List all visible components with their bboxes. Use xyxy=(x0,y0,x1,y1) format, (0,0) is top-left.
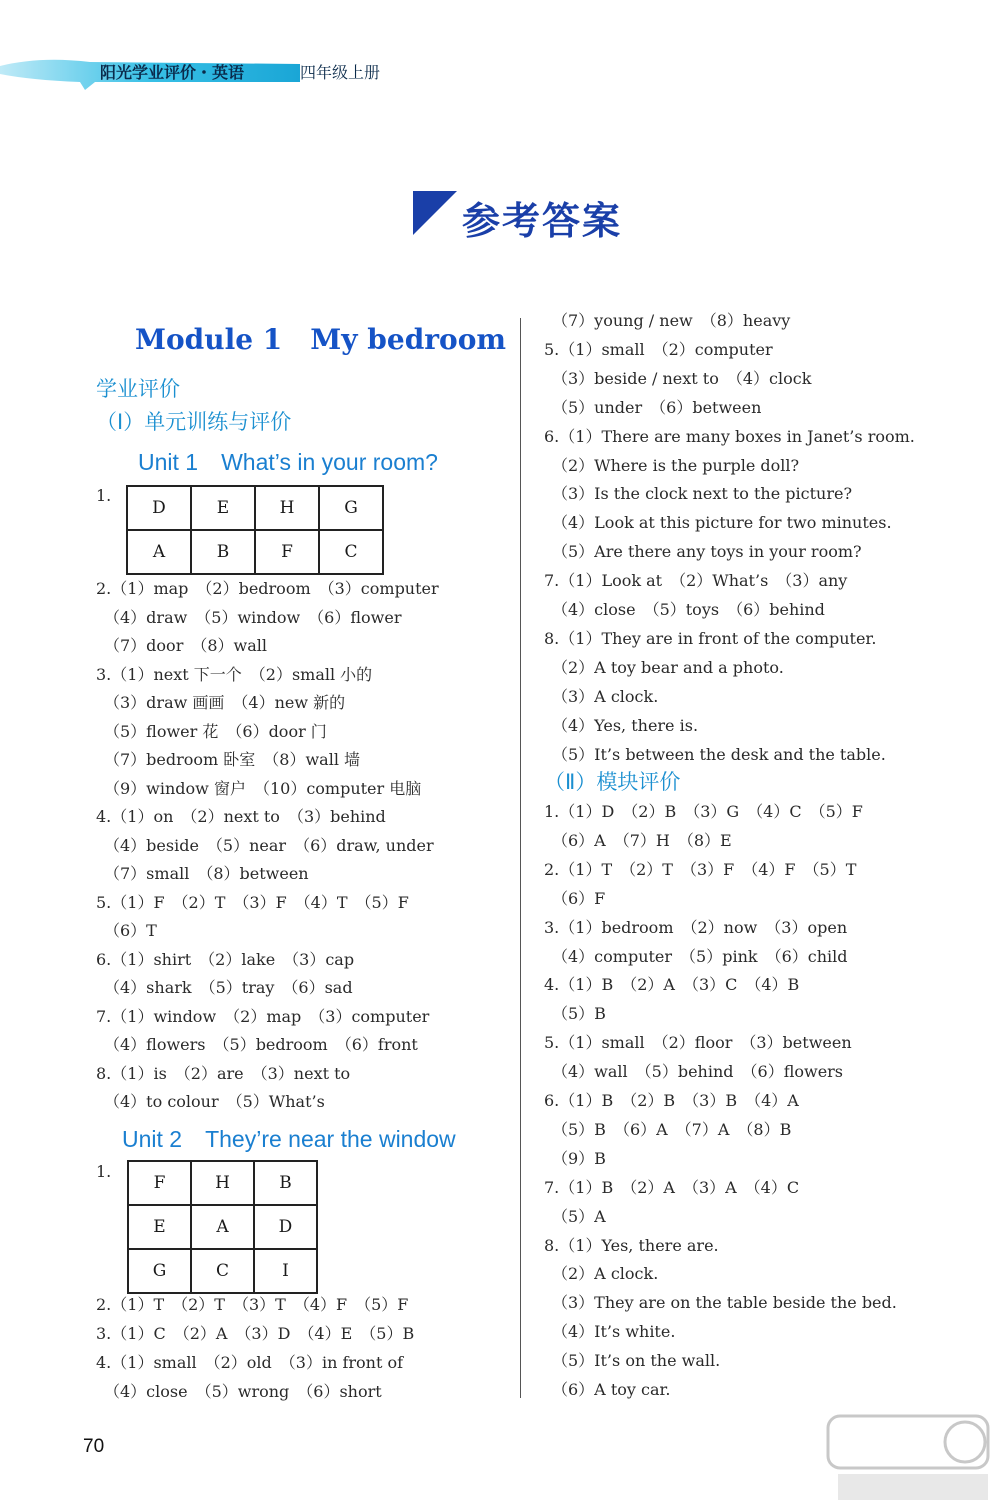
answer-line: （3）A clock. xyxy=(544,686,659,706)
page-title: 参考答案 xyxy=(462,199,623,243)
answer-line: （2）A toy bear and a photo. xyxy=(544,657,784,677)
answer-line: 2.（1）T （2）T （3）F （4）F （5）T xyxy=(544,859,857,879)
answer-line: 4.（1）B （2）A （3）C （4）B xyxy=(544,975,800,995)
answer-line: （4）to colour （5）What’s xyxy=(96,1092,325,1111)
answer-line: 6.（1）shirt （2）lake （3）cap xyxy=(96,949,355,969)
answer-line: （6）A （7）H （8）E xyxy=(544,830,732,850)
answer-line: （2）A clock. xyxy=(544,1264,659,1284)
grid-cell: C xyxy=(319,530,383,574)
grid-cell: D xyxy=(254,1205,317,1249)
unit2-title: Unit 2 They’re near the window xyxy=(122,1126,456,1152)
answer-line: （3）Is the clock next to the picture? xyxy=(544,484,853,504)
answer-line: 4.（1）small （2）old （3）in front of xyxy=(96,1353,404,1372)
answer-line: （4）computer （5）pink （6）child xyxy=(544,946,848,966)
answer-line: （5）under （6）between xyxy=(544,397,762,417)
answer-line: 8.（1）Yes, there are. xyxy=(544,1235,719,1255)
grid-cell: F xyxy=(128,1161,191,1205)
answer-line: （2）Where is the purple doll? xyxy=(544,455,800,475)
page-number: 70 xyxy=(83,1436,105,1457)
answer-line: 5.（1）small （2）computer xyxy=(544,339,773,359)
unit2-q1-label: 1. xyxy=(96,1162,112,1181)
answer-line: （7）door （8）wall xyxy=(96,636,267,655)
grid-cell: C xyxy=(191,1249,254,1293)
title-triangle-icon xyxy=(413,191,457,235)
answer-line: （9）B xyxy=(544,1148,606,1168)
answer-line: 3.（1）bedroom （2）now （3）open xyxy=(544,917,848,937)
answer-line: 7.（1）B （2）A （3）A （4）C xyxy=(544,1177,800,1197)
answer-line: 2.（1）T （2）T （3）T （4）F （5）F xyxy=(96,1295,409,1314)
answer-line: （4）draw （5）window （6）flower xyxy=(96,607,402,627)
answer-line: 8.（1）They are in front of the computer. xyxy=(544,628,877,648)
section-heading-module-eval: （Ⅱ）模块评价 xyxy=(544,770,681,794)
answer-line: （5）A xyxy=(544,1206,606,1226)
answer-line: 7.（1）Look at （2）What’s （3）any xyxy=(544,571,848,591)
answer-line: （7）young / new （8）heavy xyxy=(544,311,791,330)
section-heading-unit-training: （Ⅰ）单元训练与评价 xyxy=(96,410,292,434)
answer-line: （4）Look at this picture for two minutes. xyxy=(544,513,892,533)
grid-cell: A xyxy=(191,1205,254,1249)
answer-line: 3.（1）next 下一个 （2）small 小的 xyxy=(96,664,373,684)
answer-line: （5）B （6）A （7）A （8）B xyxy=(544,1119,792,1139)
answer-line: （5）It’s on the wall. xyxy=(544,1351,721,1371)
answer-line: （4）flowers （5）bedroom （6）front xyxy=(96,1035,418,1054)
unit1-title: Unit 1 What’s in your room? xyxy=(138,449,438,475)
answer-line: 4.（1）on （2）next to （3）behind xyxy=(96,807,386,826)
module-title: Module 1 My bedroom xyxy=(135,323,507,356)
answer-line: （4）beside （5）near （6）draw, under xyxy=(96,835,434,855)
answer-line: （4）close （5）toys （6）behind xyxy=(544,600,825,619)
unit1-q1-label: 1. xyxy=(96,486,112,505)
answer-line: 5.（1）small （2）floor （3）between xyxy=(544,1033,852,1053)
grid-cell: B xyxy=(254,1161,317,1205)
grid-cell: B xyxy=(191,530,255,574)
grid-cell: F xyxy=(255,530,319,574)
answer-line: （5）B xyxy=(544,1004,606,1024)
answer-line: （5）flower 花 （6）door 门 xyxy=(96,721,327,741)
grid-cell: G xyxy=(319,486,383,530)
grid-cell: D xyxy=(127,486,191,530)
grid-cell: H xyxy=(255,486,319,530)
grid-cell: E xyxy=(128,1205,191,1249)
grid-cell: E xyxy=(191,486,255,530)
answer-line: 7.（1）window （2）map （3）computer xyxy=(96,1006,430,1026)
answer-line: （6）A toy car. xyxy=(544,1380,671,1399)
answer-line: （9）window 窗户 （10）computer 电脑 xyxy=(96,778,422,798)
column-divider xyxy=(520,318,521,1398)
unit1-answer-grid xyxy=(126,485,384,575)
answer-line: 3.（1）C （2）A （3）D （4）E （5）B xyxy=(96,1324,415,1343)
answer-line: （4）Yes, there is. xyxy=(544,715,699,735)
series-title: 阳光学业评价・英语 xyxy=(100,63,245,82)
answer-line: （4）close （5）wrong （6）short xyxy=(96,1382,382,1401)
watermark-logo xyxy=(820,1410,995,1505)
answer-line: 5.（1）F （2）T （3）F （4）T （5）F xyxy=(96,892,409,912)
answer-line: （3）beside / next to （4）clock xyxy=(544,368,812,388)
answer-line: （4）It’s white. xyxy=(544,1322,676,1342)
grid-cell: A xyxy=(127,530,191,574)
grid-cell: G xyxy=(128,1249,191,1293)
answer-line: （5）It’s between the desk and the table. xyxy=(544,744,886,764)
answer-line: （4）shark （5）tray （6）sad xyxy=(96,978,353,997)
answer-line: （7）bedroom 卧室 （8）wall 墙 xyxy=(96,750,361,769)
answer-line: （3）They are on the table beside the bed. xyxy=(544,1293,897,1313)
answer-line: （6）T xyxy=(96,921,157,940)
answer-line: 8.（1）is （2）are （3）next to xyxy=(96,1063,351,1083)
section-heading-main: 学业评价 xyxy=(96,377,180,401)
answer-line: 6.（1）B （2）B （3）B （4）A xyxy=(544,1091,799,1110)
grid-cell: I xyxy=(254,1249,317,1293)
grade-label: 四年级上册 xyxy=(300,63,381,82)
answer-line: （5）Are there any toys in your room? xyxy=(544,542,862,562)
grid-cell: H xyxy=(191,1161,254,1205)
answer-line: 1.（1）D （2）B （3）G （4）C （5）F xyxy=(544,802,863,821)
answer-line: （7）small （8）between xyxy=(96,864,309,883)
answer-line: （3）draw 画画 （4）new 新的 xyxy=(96,693,346,712)
answer-line: 6.（1）There are many boxes in Janet’s room. xyxy=(544,426,915,446)
answer-line: 2.（1）map （2）bedroom （3）computer xyxy=(96,579,439,598)
answer-line: （4）wall （5）behind （6）flowers xyxy=(544,1062,844,1082)
answer-line: （6）F xyxy=(544,888,606,908)
unit2-answer-grid xyxy=(127,1160,318,1294)
